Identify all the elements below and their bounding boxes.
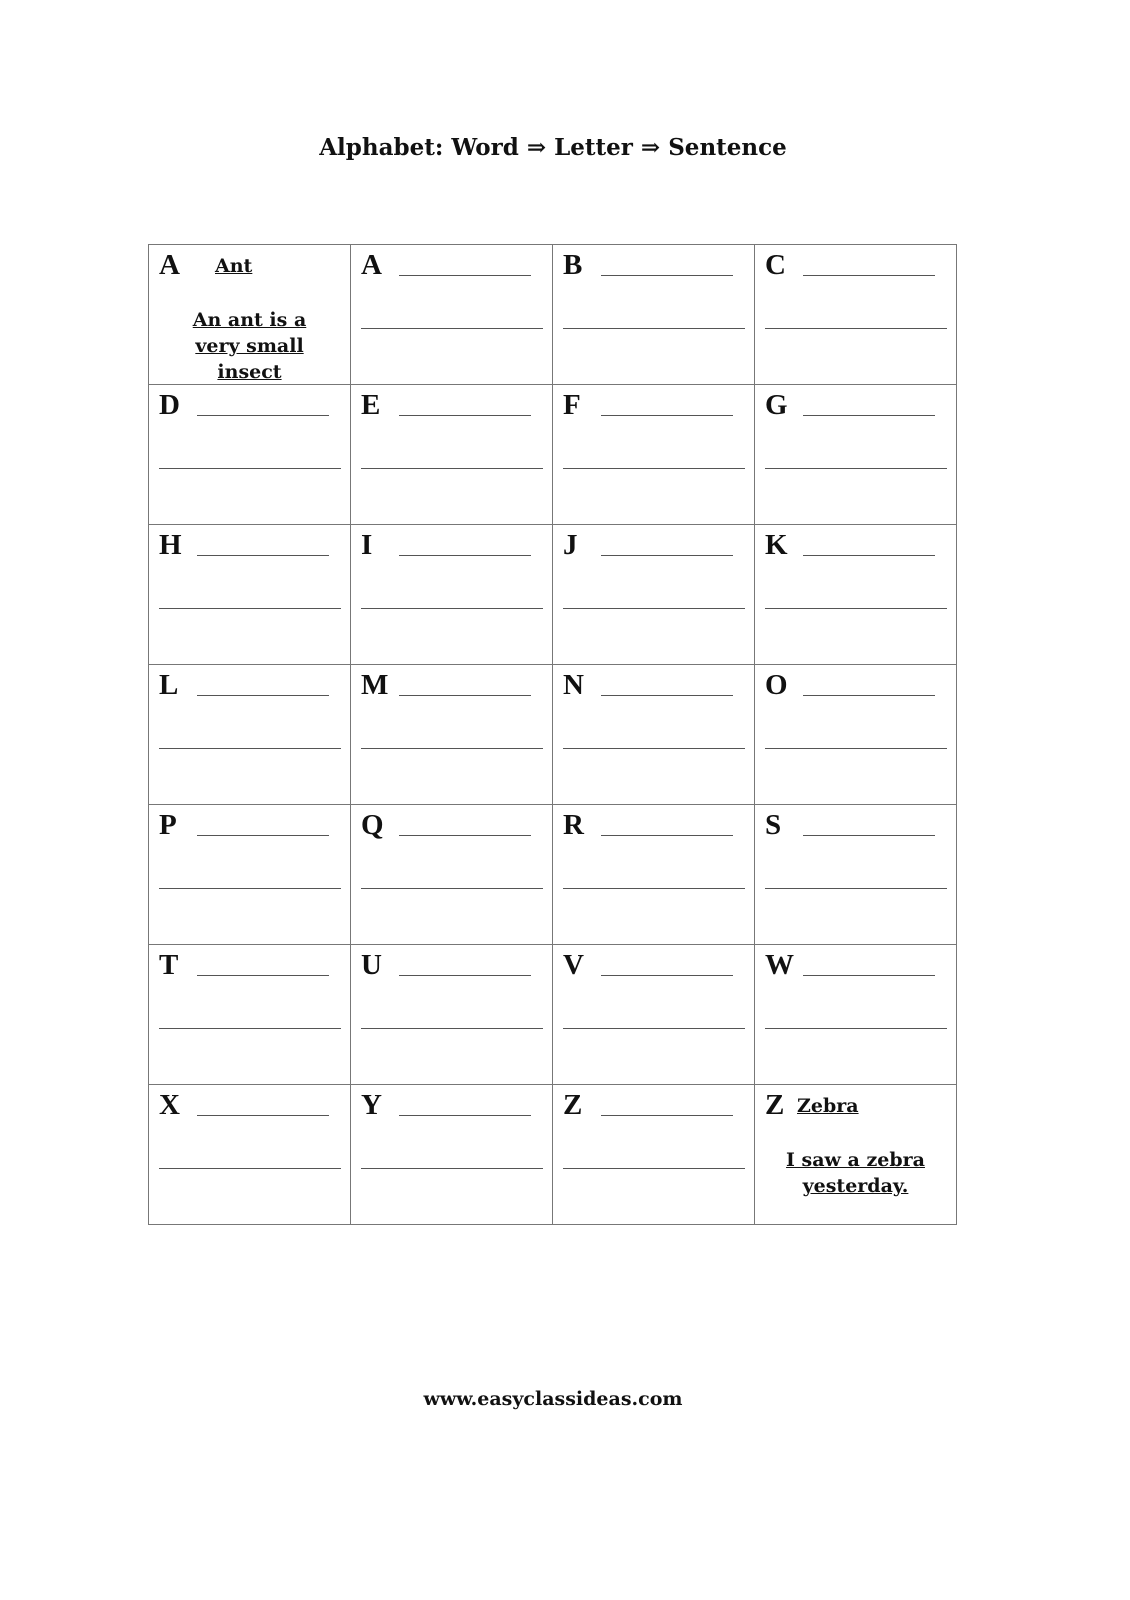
letter-cell <box>755 805 957 945</box>
sentence-blank-line[interactable] <box>159 1028 341 1029</box>
sentence-blank-line[interactable] <box>159 468 341 469</box>
sentence-blank-line[interactable] <box>159 888 341 889</box>
cell-letter: F <box>563 389 581 421</box>
example-sentence: An ant is a very small insect <box>192 309 307 383</box>
cell-letter: V <box>563 949 584 981</box>
table-row <box>149 245 957 385</box>
sentence-blank-line[interactable] <box>765 1028 947 1029</box>
cell-letter: E <box>361 389 381 421</box>
letter-cell <box>351 665 553 805</box>
letter-cell <box>553 245 755 385</box>
cell-letter: B <box>563 249 583 281</box>
sentence-blank-line[interactable] <box>361 1028 543 1029</box>
cell-letter: U <box>361 949 382 981</box>
sentence-blank-line[interactable] <box>563 888 745 889</box>
word-blank-line[interactable] <box>803 695 935 696</box>
cell-letter: H <box>159 529 182 561</box>
table-row <box>149 945 957 1085</box>
letter-cell <box>553 525 755 665</box>
cell-letter: T <box>159 949 179 981</box>
word-blank-line[interactable] <box>399 275 531 276</box>
cell-letter: Y <box>361 1089 382 1121</box>
letter-cell <box>351 245 553 385</box>
alphabet-table <box>148 244 957 1225</box>
sentence-blank-line[interactable] <box>361 888 543 889</box>
word-blank-line[interactable] <box>197 835 329 836</box>
letter-cell <box>149 945 351 1085</box>
word-blank-line[interactable] <box>803 975 935 976</box>
word-blank-line[interactable] <box>601 275 733 276</box>
letter-cell <box>553 1085 755 1225</box>
letter-cell <box>351 385 553 525</box>
website-footer: www.easyclassideas.com <box>423 1388 683 1410</box>
word-blank-line[interactable] <box>197 975 329 976</box>
letter-cell <box>149 665 351 805</box>
sentence-blank-line[interactable] <box>361 328 543 329</box>
word-blank-line[interactable] <box>803 415 935 416</box>
letter-cell <box>553 805 755 945</box>
letter-cell <box>553 945 755 1085</box>
worksheet-title: Alphabet: Word ⇒ Letter ⇒ Sentence <box>319 134 787 161</box>
cell-letter: M <box>361 669 389 701</box>
letter-cell <box>149 385 351 525</box>
cell-letter: P <box>159 809 177 841</box>
word-blank-line[interactable] <box>197 695 329 696</box>
sentence-blank-line[interactable] <box>361 748 543 749</box>
table-row <box>149 805 957 945</box>
sentence-blank-line[interactable] <box>765 468 947 469</box>
letter-cell <box>755 525 957 665</box>
cell-letter: G <box>765 389 788 421</box>
word-blank-line[interactable] <box>601 555 733 556</box>
letter-cell <box>351 525 553 665</box>
word-blank-line[interactable] <box>399 415 531 416</box>
letter-cell <box>755 245 957 385</box>
word-blank-line[interactable] <box>399 835 531 836</box>
cell-letter: R <box>563 809 584 841</box>
example-word: Zebra <box>797 1095 859 1117</box>
sentence-blank-line[interactable] <box>765 748 947 749</box>
sentence-blank-line[interactable] <box>563 1028 745 1029</box>
word-blank-line[interactable] <box>803 555 935 556</box>
letter-cell <box>351 1085 553 1225</box>
cell-letter: O <box>765 669 788 701</box>
word-blank-line[interactable] <box>399 1115 531 1116</box>
table-row <box>149 665 957 805</box>
sentence-blank-line[interactable] <box>159 1168 341 1169</box>
sentence-blank-line[interactable] <box>563 468 745 469</box>
letter-cell <box>755 1085 957 1225</box>
word-blank-line[interactable] <box>803 275 935 276</box>
letter-cell <box>149 525 351 665</box>
letter-cell <box>553 665 755 805</box>
letter-cell <box>149 805 351 945</box>
cell-letter: N <box>563 669 584 701</box>
sentence-blank-line[interactable] <box>765 328 947 329</box>
word-blank-line[interactable] <box>399 555 531 556</box>
sentence-blank-line[interactable] <box>563 748 745 749</box>
cell-letter: A <box>159 249 180 281</box>
word-blank-line[interactable] <box>601 415 733 416</box>
cell-letter: Z <box>765 1089 785 1121</box>
word-blank-line[interactable] <box>399 695 531 696</box>
letter-cell <box>351 945 553 1085</box>
sentence-blank-line[interactable] <box>563 608 745 609</box>
letter-cell <box>351 805 553 945</box>
cell-letter: X <box>159 1089 180 1121</box>
table-row <box>149 1085 957 1225</box>
word-blank-line[interactable] <box>601 695 733 696</box>
word-blank-line[interactable] <box>601 1115 733 1116</box>
cell-letter: A <box>361 249 382 281</box>
cell-letter: Z <box>563 1089 583 1121</box>
letter-cell <box>149 245 351 385</box>
sentence-blank-line[interactable] <box>159 748 341 749</box>
word-blank-line[interactable] <box>197 1115 329 1116</box>
sentence-blank-line[interactable] <box>765 608 947 609</box>
example-word: Ant <box>215 255 253 277</box>
letter-cell <box>149 1085 351 1225</box>
cell-letter: D <box>159 389 180 421</box>
word-blank-line[interactable] <box>803 835 935 836</box>
sentence-blank-line[interactable] <box>765 888 947 889</box>
cell-letter: S <box>765 809 782 841</box>
sentence-blank-line[interactable] <box>563 328 745 329</box>
letter-cell <box>755 665 957 805</box>
cell-letter: W <box>765 949 794 981</box>
sentence-blank-line[interactable] <box>563 1168 745 1169</box>
cell-letter: Q <box>361 809 384 841</box>
table-row <box>149 525 957 665</box>
sentence-blank-line[interactable] <box>361 608 543 609</box>
sentence-blank-line[interactable] <box>361 1168 543 1169</box>
letter-cell <box>755 945 957 1085</box>
letter-cell <box>755 385 957 525</box>
cell-letter: K <box>765 529 788 561</box>
word-blank-line[interactable] <box>399 975 531 976</box>
cell-letter: L <box>159 669 179 701</box>
letter-cell <box>553 385 755 525</box>
word-blank-line[interactable] <box>197 555 329 556</box>
word-blank-line[interactable] <box>601 835 733 836</box>
word-blank-line[interactable] <box>601 975 733 976</box>
sentence-blank-line[interactable] <box>361 468 543 469</box>
table-row <box>149 385 957 525</box>
cell-letter: J <box>563 529 578 561</box>
word-blank-line[interactable] <box>197 415 329 416</box>
cell-letter: I <box>361 529 373 561</box>
example-sentence: I saw a zebra yesterday. <box>786 1149 925 1197</box>
cell-letter: C <box>765 249 786 281</box>
sentence-blank-line[interactable] <box>159 608 341 609</box>
